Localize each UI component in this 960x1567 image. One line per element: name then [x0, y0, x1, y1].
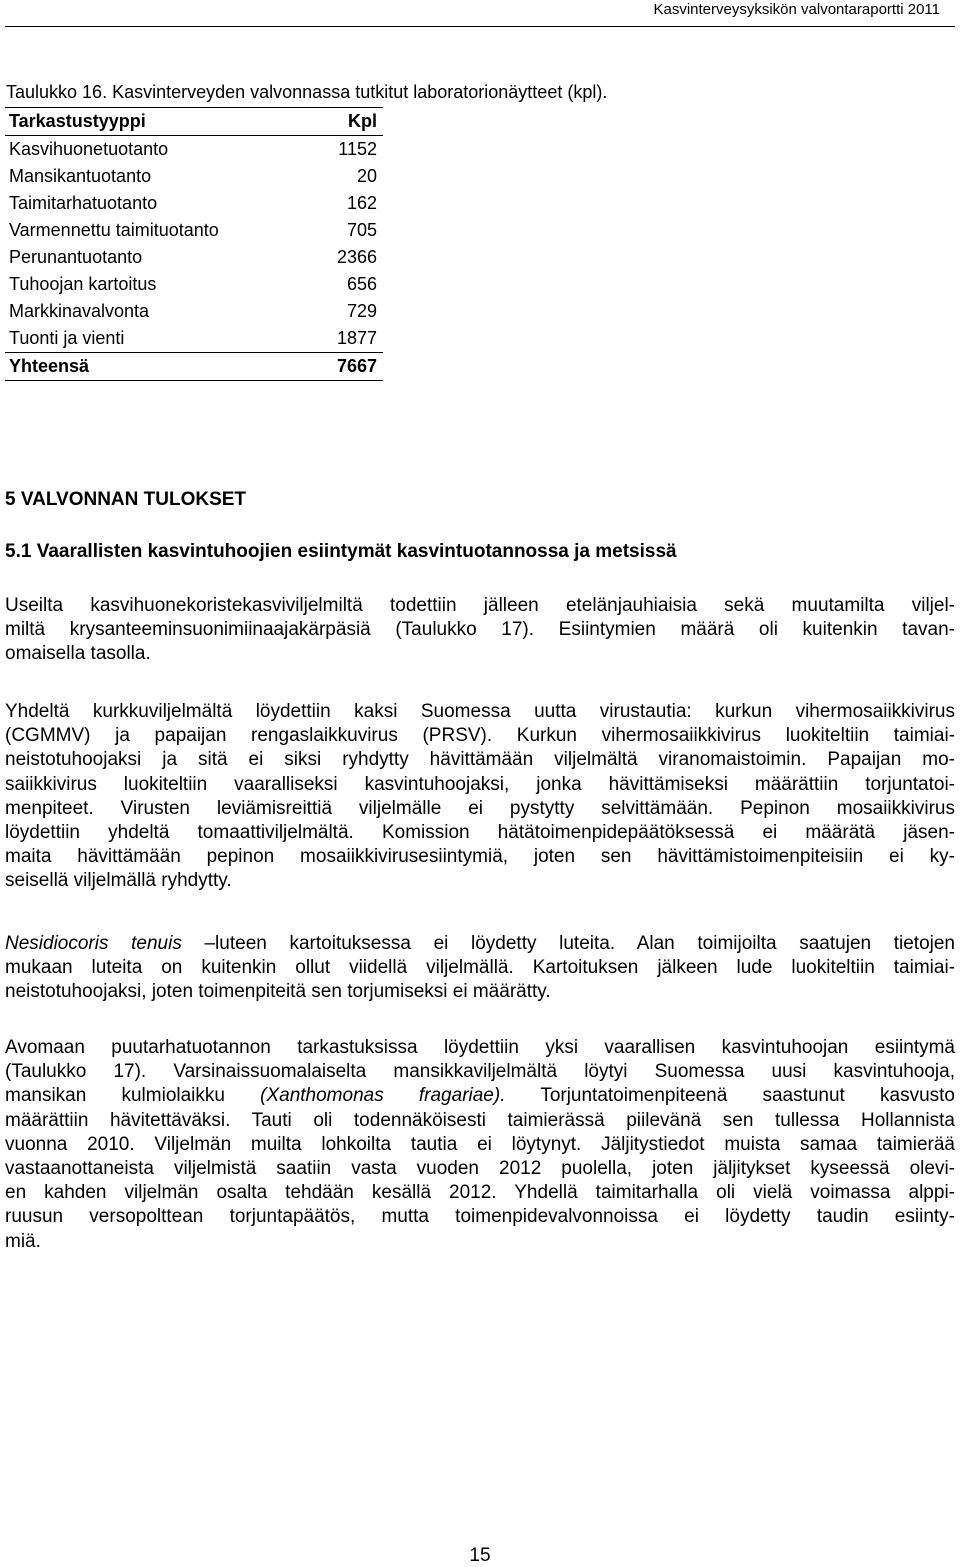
- table-total-row: [5, 353, 383, 381]
- row-type: Mansikantuotanto: [9, 166, 152, 186]
- row-count: 1152: [338, 139, 377, 159]
- text-line: saiikkivirus luokiteltiin vaaralliseksi kasvintuhoojaksi, jonka hävittämiseksi määrättiin torjuntatoi-: [5, 773, 955, 795]
- text-line: ruusun versopolttean torjuntapäätös, mutta toimenpidevalvonnoissa ei löydetty taudin esiinty-: [5, 1206, 955, 1228]
- paragraph-viruses: [5, 700, 955, 894]
- column-header-count: Kpl: [313, 108, 383, 136]
- row-count: 2366: [336, 247, 377, 267]
- text-line: mukaan luteita on kuitenkin ollut viidellä viljelmällä. Kartoituksen jälkeen lude luokiteltiin taimiai-: [5, 957, 955, 979]
- text-line: löydettiin yhdeltä tomaattiviljelmältä. Komission hätätoimenpidepäätöksessä ei määrätä jäsen-: [5, 822, 955, 844]
- text-span: –luteen kartoituksessa ei löydetty luteita. Alan toimijoilta saatujen tietojen: [181, 933, 955, 954]
- total-label: Yhteensä: [5, 353, 313, 381]
- row-type: Tuhoojan kartoitus: [9, 274, 157, 294]
- row-count: 729: [346, 301, 377, 321]
- species-name: Nesidiocoris tenuis: [5, 933, 182, 954]
- text-line: miä.: [5, 1230, 41, 1252]
- text-line: [5, 1084, 955, 1108]
- row-type: Varmennettu taimituotanto: [9, 220, 219, 240]
- text-line: vastaanottaneista viljelmistä saatiin vasta vuoden 2012 puolella, joten jäljitykset kyseessä olevi-: [5, 1158, 955, 1180]
- row-count: 1877: [336, 328, 377, 348]
- text-line: Avomaan puutarhatuotannon tarkastuksissa löydettiin yksi vaarallisen kasvintuhoojan esiintymä: [5, 1037, 955, 1058]
- table-row: [5, 217, 383, 244]
- row-type: Taimitarhatuotanto: [9, 193, 158, 213]
- table-row: [5, 298, 383, 325]
- total-value: 7667: [313, 353, 383, 381]
- table-row: [5, 190, 383, 217]
- row-type: Tuonti ja vienti: [9, 328, 125, 348]
- text-line: määrättiin hävitettäväksi. Tauti oli todennäköisesti taimierässä piilevänä sen tullessa Hollannista: [5, 1109, 955, 1131]
- running-header: Kasvinterveysyksikön valvontaraportti 2011: [653, 1, 940, 18]
- text-line: maita hävittämään pepinon mosaiikkivirusesiintymiä, joten sen hävittämistoimenpiteisiin ei ky-: [5, 846, 955, 868]
- text-line: (CGMMV) ja papaijan rengaslaikkuvirus (PRSV). Kurkun vihermosaiikkivirus luokiteltiin taimiai-: [5, 725, 955, 747]
- row-type: Perunantuotanto: [9, 247, 143, 267]
- species-name: (Xanthomonas fragariae).: [260, 1085, 506, 1107]
- section-heading: 5 VALVONNAN TULOKSET: [5, 489, 247, 510]
- table-row: [5, 163, 383, 190]
- text-line: en kahden viljelmän osalta tehdään kesällä 2012. Yhdellä taimitarhalla oli vielä voimassa alppi-: [5, 1182, 955, 1204]
- table-row: [5, 244, 383, 271]
- paragraph-whiteflies: [5, 594, 955, 667]
- column-header-type: Tarkastustyyppi: [5, 108, 313, 136]
- header-rule: [5, 26, 955, 27]
- text-line: menpiteet. Virusten leviämisreittiä viljelmälle ei pystytty selvittämään. Pepinon mosaiikkivirus: [5, 797, 955, 819]
- row-count: 162: [346, 193, 377, 213]
- row-count: 656: [346, 274, 377, 294]
- table-row: [5, 136, 383, 164]
- lab-samples-table: [5, 107, 383, 381]
- text-line: Useilta kasvihuonekoristekasviviljelmiltä todettiin jälleen etelänjauhiaisia sekä muutamilta viljel-: [5, 595, 955, 616]
- row-count: 20: [356, 166, 377, 186]
- subsection-heading: 5.1 Vaarallisten kasvintuhoojien esiintymät kasvintuotannossa ja metsissä: [5, 541, 677, 562]
- table-caption: Taulukko 16. Kasvinterveyden valvonnassa tutkitut laboratorionäytteet (kpl).: [6, 82, 608, 102]
- text-line: neistotuhoojaksi, joten toimenpiteitä sen torjumiseksi ei määrätty.: [5, 981, 551, 1003]
- paragraph-xanthomonas: [5, 1036, 955, 1254]
- text-span: mansikan kulmiolaikku: [5, 1085, 261, 1107]
- text-line: Yhdeltä kurkkuviljelmältä löydettiin kaksi Suomessa uutta virustautia: kurkun vihermosaiikkivirus: [5, 701, 955, 722]
- text-line: miltä krysanteeminsuonimiinaajakärpäsiä (Taulukko 17). Esiintymien määrä oli kuitenkin tavan-: [5, 619, 955, 641]
- table-header-row: [5, 108, 383, 136]
- row-type: Markkinavalvonta: [9, 301, 150, 321]
- row-count: 705: [346, 220, 377, 240]
- text-line: seisellä viljelmällä ryhdytty.: [5, 870, 232, 892]
- text-span: Torjuntatoimenpiteenä saastunut kasvusto: [505, 1085, 955, 1107]
- text-line: omaisella tasolla.: [5, 643, 151, 665]
- table-row: [5, 271, 383, 298]
- text-line: [5, 932, 955, 956]
- text-line: neistotuhoojaksi ja sitä ei siksi ryhdytty hävittämään viljelmältä viranomaistoimin. Papaijan mo-: [5, 749, 955, 771]
- text-line: vuonna 2010. Viljelmän muilta lohkoilta tautia ei löytynyt. Jäljitystiedot muista samaa taimierää: [5, 1133, 955, 1155]
- row-type: Kasvihuonetuotanto: [9, 139, 169, 159]
- paragraph-nesidiocoris: [5, 932, 955, 1005]
- table-row: [5, 325, 383, 353]
- page-number: 15: [469, 1545, 491, 1566]
- text-line: (Taulukko 17). Varsinaissuomalaiselta mansikkaviljelmältä löytyi Suomessa uusi kasvintuhooja,: [5, 1061, 955, 1083]
